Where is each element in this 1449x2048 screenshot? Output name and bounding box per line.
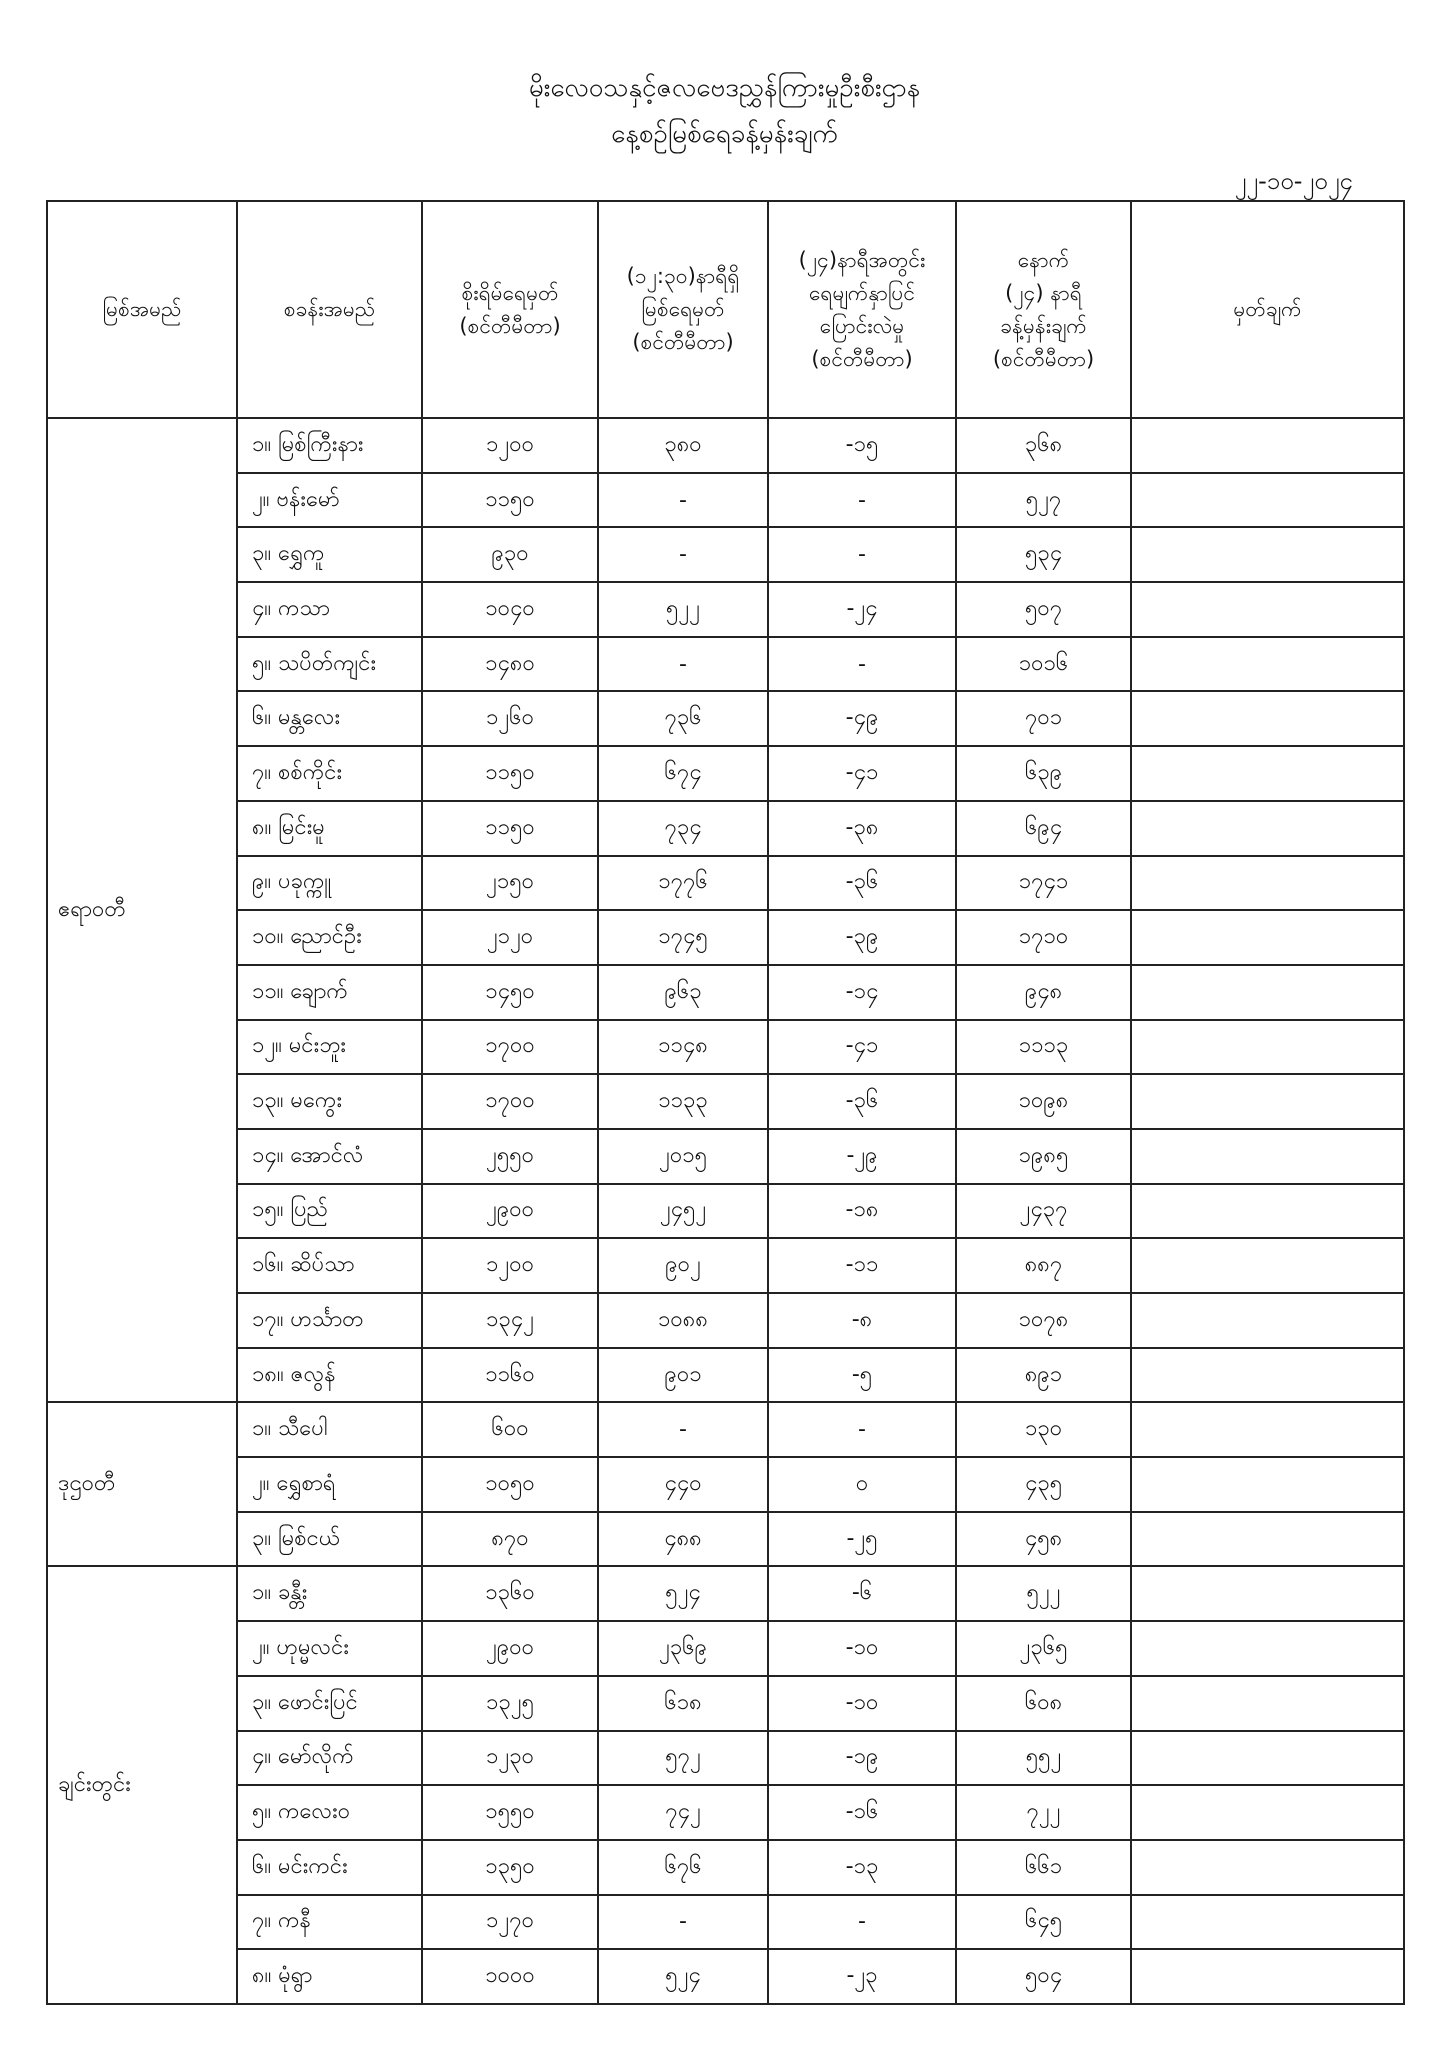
- danger-cell: ၂၁၂၀: [422, 910, 598, 965]
- station-cell: ၁၃။ မကွေး: [237, 1074, 422, 1129]
- station-cell: ၈။ မုံရွာ: [237, 1949, 422, 2004]
- remarks-cell: [1131, 1184, 1404, 1239]
- station-cell: ၁၅။ ပြည်: [237, 1184, 422, 1239]
- danger-cell: ၁၇၀၀: [422, 1074, 598, 1129]
- station-cell: ၆။ မန္တလေး: [237, 691, 422, 746]
- table-row: [47, 1402, 1404, 1457]
- remarks-cell: [1131, 910, 1404, 965]
- change-cell: -၃၆: [768, 1074, 956, 1129]
- column-header-danger: [422, 201, 598, 418]
- remarks-cell: [1131, 1238, 1404, 1293]
- forecast-cell: ၈၉၁: [956, 1348, 1131, 1403]
- change-cell: -၃၆: [768, 856, 956, 911]
- table-row: [47, 801, 1404, 856]
- level-cell: ၂၄၅၂: [598, 1184, 768, 1239]
- table-row: [47, 637, 1404, 692]
- change-cell: -: [768, 1895, 956, 1950]
- forecast-cell: ၅၂၂: [956, 1566, 1131, 1621]
- table-row: [47, 1348, 1404, 1403]
- remarks-cell: [1131, 1621, 1404, 1676]
- column-header-line: စိုးရိမ်ရေမှတ်: [461, 280, 559, 305]
- level-cell: ၄၈၈: [598, 1512, 768, 1567]
- level-cell: -: [598, 637, 768, 692]
- station-cell: ၁၄။ အောင်လံ: [237, 1129, 422, 1184]
- river-name-cell: ဒုဌဝတီ: [47, 1402, 237, 1566]
- level-cell: ၅၂၄: [598, 1949, 768, 2004]
- change-cell: -၁၈: [768, 1184, 956, 1239]
- change-cell: -၈: [768, 1293, 956, 1348]
- level-cell: ၆၁၈: [598, 1676, 768, 1731]
- change-cell: -၂၉: [768, 1129, 956, 1184]
- remarks-cell: [1131, 1731, 1404, 1786]
- report-title: နေ့စဉ်မြစ်ရေခန့်မှန်းချက်: [611, 119, 838, 149]
- table-body: [47, 418, 1404, 2004]
- table-row: [47, 746, 1404, 801]
- column-header-line: ခန့်မှန်းချက်: [1000, 313, 1087, 338]
- column-header-line: နောက်: [1017, 247, 1070, 272]
- level-cell: ၉၀၁: [598, 1348, 768, 1403]
- danger-cell: ၁၀၄၀: [422, 582, 598, 637]
- danger-cell: ၁၁၅၀: [422, 746, 598, 801]
- level-cell: ၅၇၂: [598, 1731, 768, 1786]
- danger-cell: ၉၃၀: [422, 527, 598, 582]
- forecast-cell: ၂၃၆၅: [956, 1621, 1131, 1676]
- river-name-cell: ဧရာဝတီ: [47, 418, 237, 1402]
- remarks-cell: [1131, 527, 1404, 582]
- level-cell: ၅၂၄: [598, 1566, 768, 1621]
- forecast-cell: ၉၄၈: [956, 965, 1131, 1020]
- danger-cell: ၁၄၅၀: [422, 965, 598, 1020]
- level-cell: ၁၇၄၅: [598, 910, 768, 965]
- station-cell: ၁၈။ ဇလွန်: [237, 1348, 422, 1403]
- remarks-cell: [1131, 1949, 1404, 2004]
- forecast-cell: ၁၇၁၀: [956, 910, 1131, 965]
- level-cell: ၅၂၂: [598, 582, 768, 637]
- danger-cell: ၁၂၇၀: [422, 1895, 598, 1950]
- forecast-cell: ၅၃၄: [956, 527, 1131, 582]
- column-header-level: [598, 201, 768, 418]
- forecast-cell: ၁၃၀: [956, 1402, 1131, 1457]
- column-header-station: [237, 201, 422, 418]
- change-cell: -: [768, 527, 956, 582]
- station-cell: ၂။ ဟုမ္မလင်း: [237, 1621, 422, 1676]
- change-cell: -၂၅: [768, 1512, 956, 1567]
- table-row: [47, 1676, 1404, 1731]
- table-row: [47, 1238, 1404, 1293]
- change-cell: -: [768, 473, 956, 528]
- forecast-cell: ၅၀၇: [956, 582, 1131, 637]
- danger-cell: ၆၀၀: [422, 1402, 598, 1457]
- remarks-cell: [1131, 1785, 1404, 1840]
- river-name-cell: ချင်းတွင်း: [47, 1566, 237, 2004]
- level-cell: -: [598, 473, 768, 528]
- column-header-remarks: [1131, 201, 1404, 418]
- forecast-cell: ၁၉၈၅: [956, 1129, 1131, 1184]
- level-cell: ၂၃၆၉: [598, 1621, 768, 1676]
- column-header-line: ပြောင်းလဲမှု: [819, 313, 905, 338]
- danger-cell: ၁၃၄၂: [422, 1293, 598, 1348]
- change-cell: -၃၉: [768, 910, 956, 965]
- level-cell: ၇၄၂: [598, 1785, 768, 1840]
- change-cell: -၄၉: [768, 691, 956, 746]
- table-row: [47, 1731, 1404, 1786]
- forecast-cell: ၆၀၈: [956, 1676, 1131, 1731]
- level-cell: ၆၇၆: [598, 1840, 768, 1895]
- danger-cell: ၁၃၂၅: [422, 1676, 598, 1731]
- report-date: ၂၂-၁၀-၂၀၂၄: [1234, 167, 1353, 195]
- station-cell: ၁၁။ ချောက်: [237, 965, 422, 1020]
- change-cell: -၄၁: [768, 746, 956, 801]
- table-row: [47, 691, 1404, 746]
- level-cell: ၁၇၇၆: [598, 856, 768, 911]
- remarks-cell: [1131, 637, 1404, 692]
- forecast-cell: ၁၀၉၈: [956, 1074, 1131, 1129]
- level-cell: ၉၆၃: [598, 965, 768, 1020]
- column-header-line: (စင်တီမီတာ): [811, 346, 913, 371]
- station-cell: ၆။ မင်းကင်း: [237, 1840, 422, 1895]
- danger-cell: ၂၉၀၀: [422, 1184, 598, 1239]
- column-header-line: (စင်တီမီတာ): [632, 330, 734, 354]
- danger-cell: ၁၂၀၀: [422, 418, 598, 473]
- station-cell: ၅။ ကလေးဝ: [237, 1785, 422, 1840]
- remarks-cell: [1131, 1074, 1404, 1129]
- table-row: [47, 1457, 1404, 1512]
- level-cell: ၁၁၄၈: [598, 1020, 768, 1075]
- forecast-cell: ၁၀၇၈: [956, 1293, 1131, 1348]
- danger-cell: ၁၂၆၀: [422, 691, 598, 746]
- change-cell: -၁၆: [768, 1785, 956, 1840]
- station-cell: ၄။ ကသာ: [237, 582, 422, 637]
- danger-cell: ၂၉၀၀: [422, 1621, 598, 1676]
- forecast-cell: ၆၉၄: [956, 801, 1131, 856]
- river-forecast-table: [46, 200, 1405, 2005]
- forecast-cell: ၄၃၅: [956, 1457, 1131, 1512]
- table-row: [47, 965, 1404, 1020]
- table-row: [47, 418, 1404, 473]
- change-cell: -: [768, 637, 956, 692]
- danger-cell: ၁၁၅၀: [422, 801, 598, 856]
- change-cell: -၁၁: [768, 1238, 956, 1293]
- station-cell: ၇။ ကနီ: [237, 1895, 422, 1950]
- column-header-line: မှတ်ချက်: [1233, 297, 1302, 321]
- level-cell: ၆၇၄: [598, 746, 768, 801]
- danger-cell: ၁၃၆၀: [422, 1566, 598, 1621]
- station-cell: ၉။ ပခုက္ကူ: [237, 856, 422, 911]
- forecast-cell: ၅၀၄: [956, 1949, 1131, 2004]
- station-cell: ၅။ သပိတ်ကျင်း: [237, 637, 422, 692]
- station-cell: ၄။ မော်လိုက်: [237, 1731, 422, 1786]
- station-cell: ၂။ ဗန်းမော်: [237, 473, 422, 528]
- remarks-cell: [1131, 1020, 1404, 1075]
- danger-cell: ၁၇၀၀: [422, 1020, 598, 1075]
- table-row: [47, 910, 1404, 965]
- remarks-cell: [1131, 1348, 1404, 1403]
- table-row: [47, 1566, 1404, 1621]
- change-cell: -၅: [768, 1348, 956, 1403]
- remarks-cell: [1131, 691, 1404, 746]
- station-cell: ၁၆။ ဆိပ်သာ: [237, 1238, 422, 1293]
- remarks-cell: [1131, 1566, 1404, 1621]
- station-cell: ၃။ ဖောင်းပြင်: [237, 1676, 422, 1731]
- remarks-cell: [1131, 1840, 1404, 1895]
- table-row: [47, 527, 1404, 582]
- change-cell: ၀: [768, 1457, 956, 1512]
- level-cell: ၁၁၃၃: [598, 1074, 768, 1129]
- remarks-cell: [1131, 582, 1404, 637]
- column-header-line: (၂၄)နာရီအတွင်း: [798, 247, 926, 272]
- danger-cell: ၁၀၅၀: [422, 1457, 598, 1512]
- danger-cell: ၁၄၈၀: [422, 637, 598, 692]
- table-row: [47, 1129, 1404, 1184]
- table-row: [47, 1621, 1404, 1676]
- remarks-cell: [1131, 965, 1404, 1020]
- danger-cell: ၁၁၆၀: [422, 1348, 598, 1403]
- remarks-cell: [1131, 1512, 1404, 1567]
- forecast-cell: ၅၂၇: [956, 473, 1131, 528]
- danger-cell: ၁၀၀၀: [422, 1949, 598, 2004]
- column-header-line: (၁၂:၃၀)နာရီရှိ: [626, 264, 740, 288]
- column-header-line: (စင်တီမီတာ): [992, 346, 1095, 371]
- forecast-cell: ၇၂၂: [956, 1785, 1131, 1840]
- remarks-cell: [1131, 1895, 1404, 1950]
- level-cell: -: [598, 527, 768, 582]
- table-row: [47, 1020, 1404, 1075]
- level-cell: ၃၈၀: [598, 418, 768, 473]
- remarks-cell: [1131, 1129, 1404, 1184]
- forecast-cell: ၁၀၁၆: [956, 637, 1131, 692]
- station-cell: ၁၀။ ညောင်ဦး: [237, 910, 422, 965]
- danger-cell: ၁၂၀၀: [422, 1238, 598, 1293]
- change-cell: -၁၉: [768, 1731, 956, 1786]
- column-header-line: မြစ်အမည်: [102, 297, 182, 321]
- level-cell: ၂၀၁၅: [598, 1129, 768, 1184]
- table-row: [47, 582, 1404, 637]
- column-header-line: (စင်တီမီတာ): [459, 313, 561, 338]
- table-row: [47, 1840, 1404, 1895]
- column-header-line: (၂၄) နာရီ: [1005, 280, 1082, 305]
- change-cell: -: [768, 1402, 956, 1457]
- table-row: [47, 1512, 1404, 1567]
- table-row: [47, 1949, 1404, 2004]
- level-cell: -: [598, 1402, 768, 1457]
- danger-cell: ၁၂၃၀: [422, 1731, 598, 1786]
- level-cell: ၉၀၂: [598, 1238, 768, 1293]
- change-cell: -၃၈: [768, 801, 956, 856]
- change-cell: -၄၁: [768, 1020, 956, 1075]
- station-cell: ၈။ မြင်းမူ: [237, 801, 422, 856]
- station-cell: ၇။ စစ်ကိုင်း: [237, 746, 422, 801]
- remarks-cell: [1131, 856, 1404, 911]
- table-row: [47, 1074, 1404, 1129]
- remarks-cell: [1131, 473, 1404, 528]
- column-header-change: [768, 201, 956, 418]
- change-cell: -၁၄: [768, 965, 956, 1020]
- remarks-cell: [1131, 1402, 1404, 1457]
- change-cell: -၂၄: [768, 582, 956, 637]
- column-header-forecast: [956, 201, 1131, 418]
- station-cell: ၃။ ရွှေကူ: [237, 527, 422, 582]
- change-cell: -၂၃: [768, 1949, 956, 2004]
- change-cell: -၁၃: [768, 1840, 956, 1895]
- remarks-cell: [1131, 1293, 1404, 1348]
- forecast-cell: ၂၄၃၇: [956, 1184, 1131, 1239]
- danger-cell: ၂၅၅၀: [422, 1129, 598, 1184]
- danger-cell: ၁၁၅၀: [422, 473, 598, 528]
- change-cell: -၁၀: [768, 1621, 956, 1676]
- remarks-cell: [1131, 1457, 1404, 1512]
- station-cell: ၁။ မြစ်ကြီးနား: [237, 418, 422, 473]
- table-row: [47, 856, 1404, 911]
- change-cell: -၆: [768, 1566, 956, 1621]
- level-cell: -: [598, 1895, 768, 1950]
- remarks-cell: [1131, 1676, 1404, 1731]
- column-header-line: စခန်းအမည်: [283, 297, 376, 321]
- danger-cell: ၁၅၅၀: [422, 1785, 598, 1840]
- level-cell: ၇၃၆: [598, 691, 768, 746]
- level-cell: ၁၀၈၈: [598, 1293, 768, 1348]
- table-row: [47, 1895, 1404, 1950]
- forecast-cell: ၈၈၇: [956, 1238, 1131, 1293]
- table-row: [47, 1293, 1404, 1348]
- remarks-cell: [1131, 801, 1404, 856]
- change-cell: -၁၀: [768, 1676, 956, 1731]
- danger-cell: ၁၃၅၀: [422, 1840, 598, 1895]
- forecast-cell: ၆၆၁: [956, 1840, 1131, 1895]
- table-header-row: [47, 201, 1404, 418]
- station-cell: ၂။ ရွှေစာရံ: [237, 1457, 422, 1512]
- station-cell: ၁၇။ ဟင်္သာတ: [237, 1293, 422, 1348]
- remarks-cell: [1131, 418, 1404, 473]
- danger-cell: ၈၇၀: [422, 1512, 598, 1567]
- station-cell: ၁။ ခန္တီး: [237, 1566, 422, 1621]
- table-row: [47, 473, 1404, 528]
- forecast-cell: ၆၄၅: [956, 1895, 1131, 1950]
- column-header-river: [47, 201, 237, 418]
- table-row: [47, 1785, 1404, 1840]
- change-cell: -၁၅: [768, 418, 956, 473]
- forecast-cell: ၁၇၄၁: [956, 856, 1131, 911]
- forecast-cell: ၁၁၁၃: [956, 1020, 1131, 1075]
- column-header-line: မြစ်ရေမှတ်: [641, 297, 725, 321]
- station-cell: ၁။ သီပေါ: [237, 1402, 422, 1457]
- forecast-cell: ၆၃၉: [956, 746, 1131, 801]
- station-cell: ၃။ မြစ်ငယ်: [237, 1512, 422, 1567]
- agency-title: မိုးလေဝသနှင့်ဇလဗေဒညွှန်ကြားမှုဦးစီးဌာန: [528, 73, 921, 103]
- forecast-cell: ၅၅၂: [956, 1731, 1131, 1786]
- danger-cell: ၂၁၅၀: [422, 856, 598, 911]
- level-cell: ၄၄၀: [598, 1457, 768, 1512]
- column-header-line: ရေမျက်နှာပြင်: [809, 280, 915, 305]
- level-cell: ၇၃၄: [598, 801, 768, 856]
- remarks-cell: [1131, 746, 1404, 801]
- table-row: [47, 1184, 1404, 1239]
- station-cell: ၁၂။ မင်းဘူး: [237, 1020, 422, 1075]
- forecast-cell: ၃၆၈: [956, 418, 1131, 473]
- forecast-cell: ၇၀၁: [956, 691, 1131, 746]
- forecast-cell: ၄၅၈: [956, 1512, 1131, 1567]
